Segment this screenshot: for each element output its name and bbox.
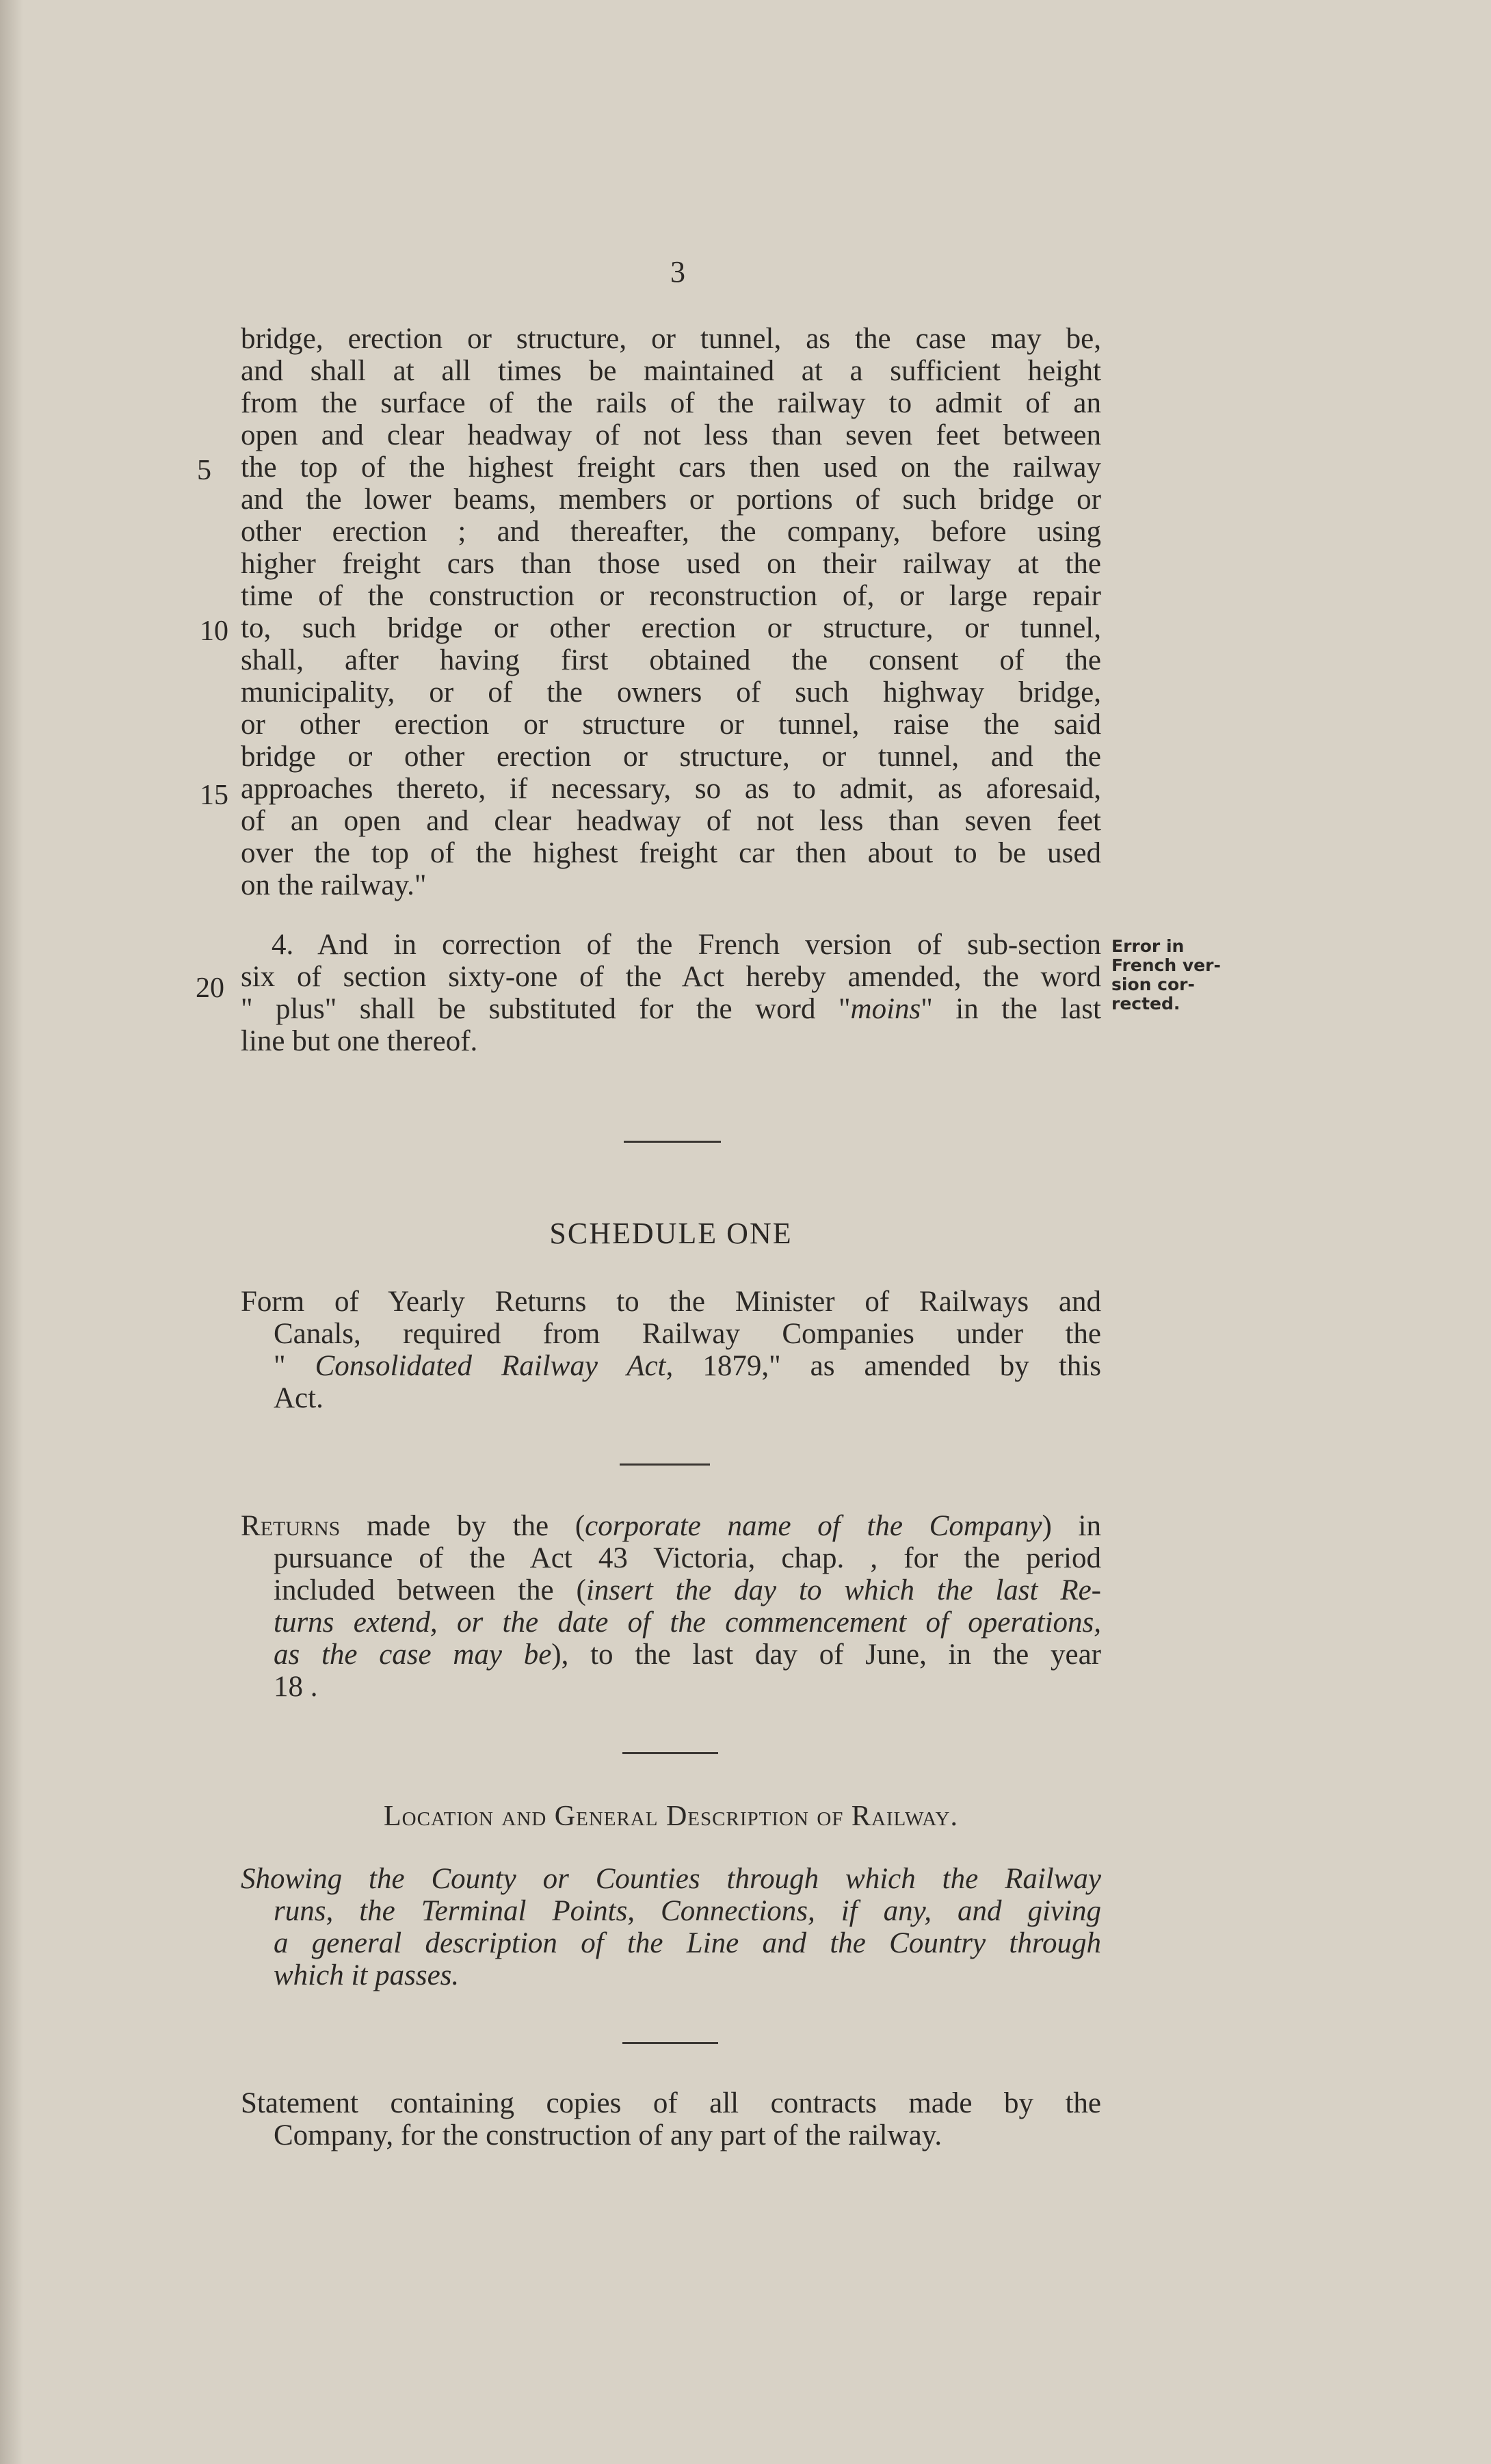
- text-line-italic: [241, 1895, 1101, 1927]
- separator-rule: [622, 2042, 718, 2044]
- text-line-with-italic: [241, 1639, 1101, 1671]
- text-line: 4. And in correction of the French version of sub-section: [272, 929, 1101, 961]
- form-title: [241, 1286, 1101, 1414]
- italic-span: which it passes.: [274, 1959, 460, 1991]
- location-heading: Location and General Description of Railway.: [384, 1801, 958, 1832]
- text-line: from the surface of the rails of the railway to admit of an: [241, 387, 1101, 419]
- text-line: Act.: [274, 1382, 324, 1414]
- page-edge-shadow: [0, 0, 23, 2464]
- italic-span: a general description of the Line and the Country through: [274, 1927, 1101, 1959]
- line-number-15: 15: [200, 780, 228, 811]
- text-line-with-italic: [241, 1350, 1101, 1382]
- text-line: municipality, or of the owners of such highway bridge,: [241, 676, 1101, 708]
- text-line: and the lower beams, members or portions of such bridge or: [241, 483, 1101, 516]
- text-line: open and clear headway of not less than seven feet between: [241, 419, 1101, 451]
- text-span: ": [274, 1350, 315, 1382]
- text-span: " in the last: [921, 993, 1101, 1025]
- text-line: to, such bridge or other erection or structure, or tunnel,: [241, 612, 1101, 644]
- text-line: line but one thereof.: [241, 1025, 478, 1057]
- text-line: the top of the highest freight cars then used on the railway: [241, 451, 1101, 483]
- text-span: ), to the last day of June, in the year: [551, 1639, 1101, 1671]
- margin-note-line: sion cor-: [1111, 975, 1195, 994]
- text-span: " plus" shall be substituted for the word ": [241, 993, 851, 1025]
- text-line-italic: [241, 1959, 1101, 1991]
- line-number-5: 5: [197, 455, 211, 486]
- text-line: pursuance of the Act 43 Victoria, chap. , for the period: [274, 1542, 1101, 1574]
- italic-span: runs, the Terminal Points, Connections, if any, and giving: [274, 1895, 1101, 1927]
- text-line: bridge, erection or structure, or tunnel, as the case may be,: [241, 323, 1101, 355]
- text-line: or other erection or structure or tunnel, raise the said: [241, 708, 1101, 741]
- section-4: [241, 929, 1101, 1057]
- text-line-with-italic: [241, 1574, 1101, 1606]
- statement-paragraph: [241, 2087, 1101, 2151]
- text-line: Canals, required from Railway Companies under the: [274, 1318, 1101, 1350]
- text-line: higher freight cars than those used on their railway at the: [241, 548, 1101, 580]
- italic-span: Showing the County or Counties through which the Railway: [241, 1863, 1101, 1895]
- text-line-italic: [241, 1927, 1101, 1959]
- text-line-with-italic: [241, 1510, 1101, 1542]
- text-line: Statement containing copies of all contracts made by the: [241, 2087, 1101, 2119]
- italic-span: as the case may be: [274, 1639, 552, 1671]
- text-line: approaches thereto, if necessary, so as to admit, as aforesaid,: [241, 773, 1101, 805]
- italic-span: insert the day to which the last Re-: [585, 1574, 1101, 1606]
- text-line: of an open and clear headway of not less than seven feet: [241, 805, 1101, 837]
- schedule-heading: SCHEDULE ONE: [549, 1217, 793, 1250]
- page-number: 3: [670, 255, 685, 289]
- italic-act-title: Consolidated Railway Act,: [315, 1350, 674, 1382]
- text-span: included between the (: [274, 1574, 586, 1606]
- text-line: bridge or other erection or structure, or tunnel, and the: [241, 741, 1101, 773]
- italic-span: corporate name of the Company: [585, 1510, 1042, 1542]
- text-line: other erection ; and thereafter, the company, before using: [241, 516, 1101, 548]
- text-span: made by the (: [340, 1510, 585, 1542]
- margin-note-line: rected.: [1111, 994, 1180, 1014]
- text-line: on the railway.": [241, 869, 427, 901]
- text-line: shall, after having first obtained the consent of the: [241, 644, 1101, 676]
- returns-paragraph: [241, 1510, 1101, 1703]
- text-span: ) in: [1042, 1510, 1101, 1542]
- text-line-with-italic: [241, 993, 1101, 1025]
- text-line: Form of Yearly Returns to the Minister of Railways and: [241, 1286, 1101, 1318]
- text-line: Company, for the construction of any part of the railway.: [274, 2119, 942, 2151]
- returns-lead: Returns: [241, 1510, 341, 1542]
- separator-rule: [622, 1752, 718, 1754]
- section-3-continuation: [241, 323, 1101, 901]
- separator-rule: [624, 1141, 721, 1143]
- text-line: time of the construction or reconstruction of, or large repair: [241, 580, 1101, 612]
- text-line: six of section sixty-one of the Act hereby amended, the word: [241, 961, 1101, 993]
- text-span: 1879," as amended by this: [673, 1350, 1101, 1382]
- text-line-italic: [241, 1863, 1101, 1895]
- text-line: over the top of the highest freight car then about to be used: [241, 837, 1101, 869]
- text-line-italic: [241, 1606, 1101, 1639]
- margin-note: [1111, 937, 1255, 1014]
- line-number-10: 10: [200, 615, 228, 647]
- separator-rule: [620, 1463, 710, 1466]
- location-description: [241, 1863, 1101, 1991]
- text-line: 18 .: [274, 1671, 318, 1703]
- line-number-20: 20: [196, 972, 224, 1004]
- margin-note-line: French ver-: [1111, 955, 1221, 975]
- text-line: and shall at all times be maintained at a sufficient height: [241, 355, 1101, 387]
- italic-span: turns extend, or the date of the commencement of operations,: [274, 1606, 1101, 1639]
- italic-word: moins: [850, 993, 921, 1025]
- margin-note-line: Error in: [1111, 936, 1185, 956]
